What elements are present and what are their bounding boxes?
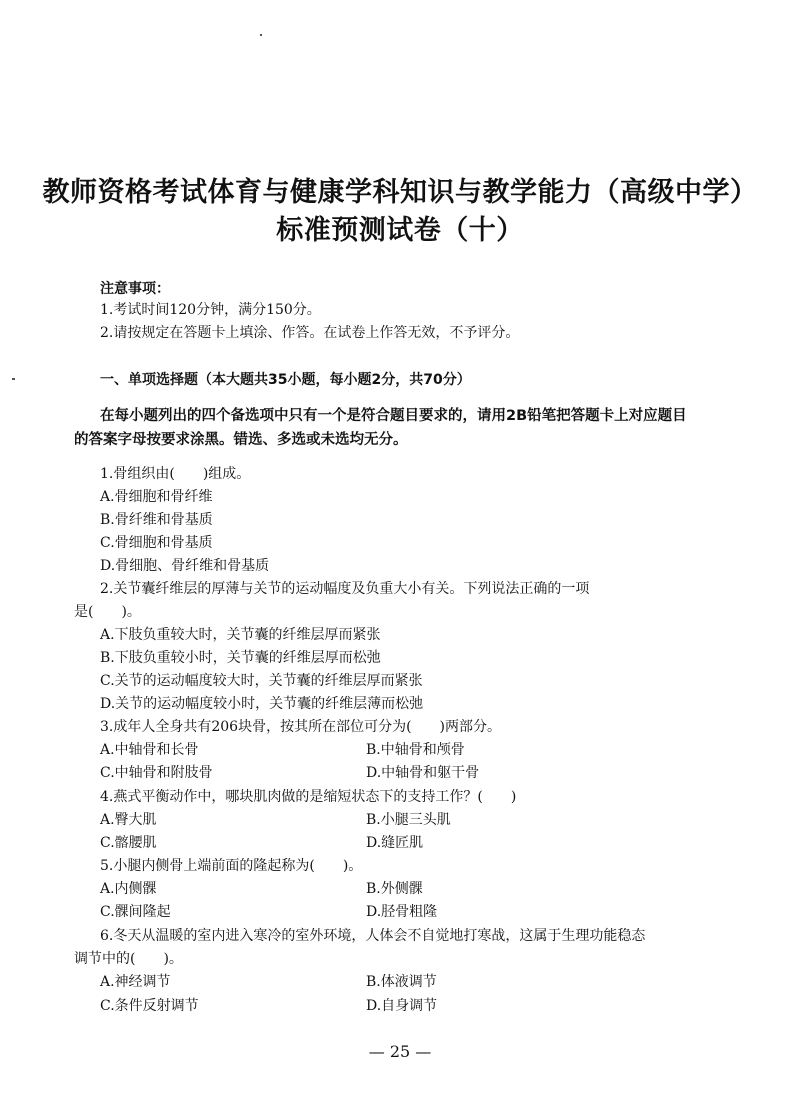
question-6-option-a: A.神经调节 (100, 974, 171, 990)
question-2-option-b: B.下肢负重较小时，关节囊的纤维层厚而松弛 (100, 650, 381, 666)
question-1-option-b: B.骨纤维和骨基质 (100, 512, 213, 528)
scan-speck (12, 378, 15, 380)
question-2-stem: 2.关节囊纤维层的厚薄与关节的运动幅度及负重大小有关。下列说法正确的一项 (100, 581, 590, 597)
question-5-option-b: B.外侧髁 (366, 881, 423, 897)
question-3-option-b: B.中轴骨和颅骨 (366, 742, 465, 758)
question-3-option-c: C.中轴骨和附肢骨 (100, 765, 213, 781)
question-2-option-c: C.关节的运动幅度较大时，关节囊的纤维层厚而紧张 (100, 673, 423, 689)
page-number: — 25 — (368, 1042, 432, 1061)
question-2-option-d: D.关节的运动幅度较小时，关节囊的纤维层薄而松弛 (100, 696, 424, 712)
question-6-option-c: C.条件反射调节 (100, 998, 199, 1014)
question-2-option-a: A.下肢负重较大时，关节囊的纤维层厚而紧张 (100, 627, 381, 643)
exam-title-line2: 标准预测试卷（十） (276, 215, 524, 246)
question-4-option-b: B.小腿三头肌 (366, 812, 451, 828)
question-4-option-c: C.髂腰肌 (100, 835, 157, 851)
question-1-option-d: D.骨细胞、骨纤维和骨基质 (100, 558, 270, 574)
question-3-option-d: D.中轴骨和躯干骨 (366, 765, 480, 781)
question-6-option-d: D.自身调节 (366, 998, 438, 1014)
question-4-option-a: A.臀大肌 (100, 812, 157, 828)
notice-item: 2.请按规定在答题卡上填涂、作答。在试卷上作答无效，不予评分。 (100, 325, 520, 341)
question-5-option-c: C.髁间隆起 (100, 904, 171, 920)
notice-heading: 注意事项： (100, 281, 170, 297)
section-heading: 一、单项选择题（本大题共35小题，每小题2分，共70分） (100, 372, 471, 388)
question-3-stem: 3.成年人全身共有206块骨，按其所在部位可分为( )两部分。 (100, 719, 502, 735)
scan-speck (260, 34, 262, 36)
exam-title-line1: 教师资格考试体育与健康学科知识与教学能力（高级中学） (42, 177, 758, 208)
question-5-option-d: D.胫骨粗隆 (366, 904, 438, 920)
question-6-stem: 6.冬天从温暖的室内进入寒冷的室外环境，人体会不自觉地打寒战，这属于生理功能稳态 (100, 928, 646, 944)
section-instructions: 在每小题列出的四个备选项中只有一个是符合题目要求的，请用2B铅笔把答题卡上对应题目的答案字母按要求涂黑。错选、多选或未选均无分。 (74, 408, 687, 448)
question-6-stem-cont: 调节中的( )。 (74, 951, 183, 967)
question-4-stem: 4.燕式平衡动作中，哪块肌肉做的是缩短状态下的支持工作？( ) (100, 789, 517, 805)
question-5-option-a: A.内侧髁 (100, 881, 157, 897)
question-5-stem: 5.小腿内侧骨上端前面的隆起称为( )。 (100, 858, 363, 874)
question-1-stem: 1.骨组织由( )组成。 (100, 466, 251, 482)
question-3-option-a: A.中轴骨和长骨 (100, 742, 199, 758)
question-2-stem-cont: 是( )。 (74, 604, 141, 620)
question-4-option-d: D.缝匠肌 (366, 835, 424, 851)
notice-item: 1.考试时间120分钟，满分150分。 (100, 302, 321, 318)
question-1-option-c: C.骨细胞和骨基质 (100, 535, 213, 551)
question-1-option-a: A.骨细胞和骨纤维 (100, 489, 213, 505)
question-6-option-b: B.体液调节 (366, 974, 437, 990)
